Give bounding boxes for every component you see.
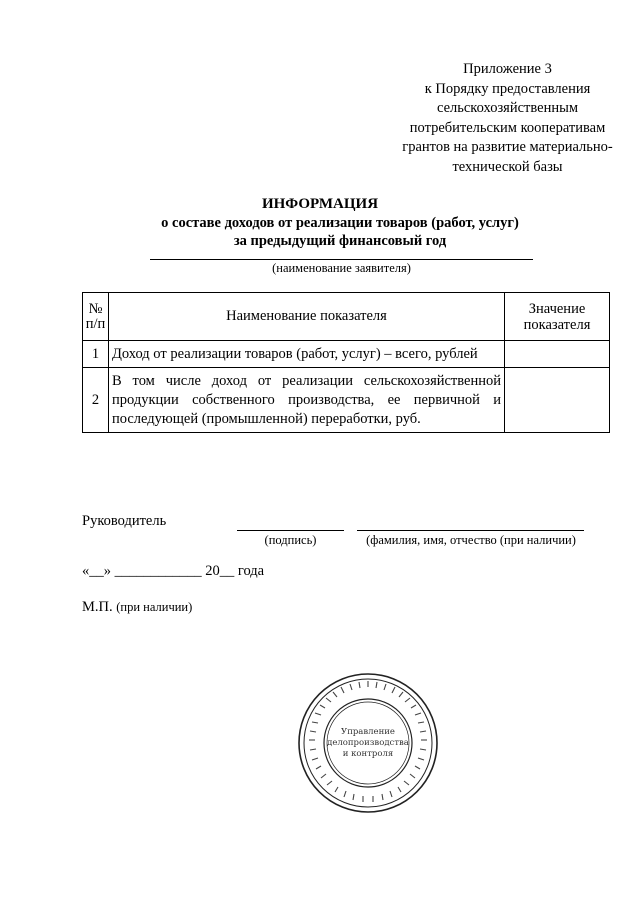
full-name-line[interactable] [357,530,584,531]
row-number: 1 [83,341,109,368]
row-value-cell[interactable] [505,368,610,433]
official-stamp [297,672,439,814]
signature-caption: (подпись) [264,533,317,547]
row-indicator-name: В том числе доход от реализации сельскохозяйственной продукции собственного производства, ее первичной и последующей (промышленной) переработки, руб. [109,368,505,433]
document-subtitle-period: за предыдущий финансовый год [233,233,447,249]
document-title: ИНФОРМАЦИЯ [261,196,379,212]
appendix-line: Приложение 3 [463,61,552,77]
stamp-center-text [327,727,409,759]
head-label: Руководитель [82,513,167,529]
table-header-row [83,293,610,341]
stamp-place-note: (при наличии) [116,600,193,614]
stamp-place [82,599,192,616]
income-table [82,292,610,433]
appendix-line: сельскохозяйственным [436,100,579,116]
table-row [83,341,610,368]
date-line[interactable]: «__» ____________ 20__ года [82,563,265,579]
applicant-name-caption: (наименование заявителя) [272,261,411,275]
applicant-name-line[interactable] [150,259,533,260]
appendix-header [380,60,635,177]
svg-text:и контроля: и контроля [342,749,394,759]
full-name-caption: (фамилия, имя, отчество (при наличии) [366,533,576,547]
header-indicator-name: Наименование показателя [109,293,505,341]
header-indicator-value: Значение показателя [505,293,610,341]
signature-line[interactable] [237,530,344,531]
header-number: № п/п [83,293,109,341]
row-indicator-name: Доход от реализации товаров (работ, услуг) – всего, рублей [109,341,505,368]
appendix-line: к Порядку предоставления [424,80,591,97]
row-value-cell[interactable] [505,341,610,368]
row-number: 2 [83,368,109,433]
appendix-line: технической базы [452,158,563,175]
table-row [83,368,610,433]
appendix-line: потребительским кооперативам [409,119,606,136]
appendix-line: грантов на развитие материально- [402,139,613,155]
stamp-place-label: М.П. [82,599,113,615]
document-subtitle: о составе доходов от реализации товаров (работ, услуг) [161,215,519,231]
svg-text:Управление: Управление [341,727,395,737]
svg-text:делопроизводства: делопроизводства [327,738,409,748]
